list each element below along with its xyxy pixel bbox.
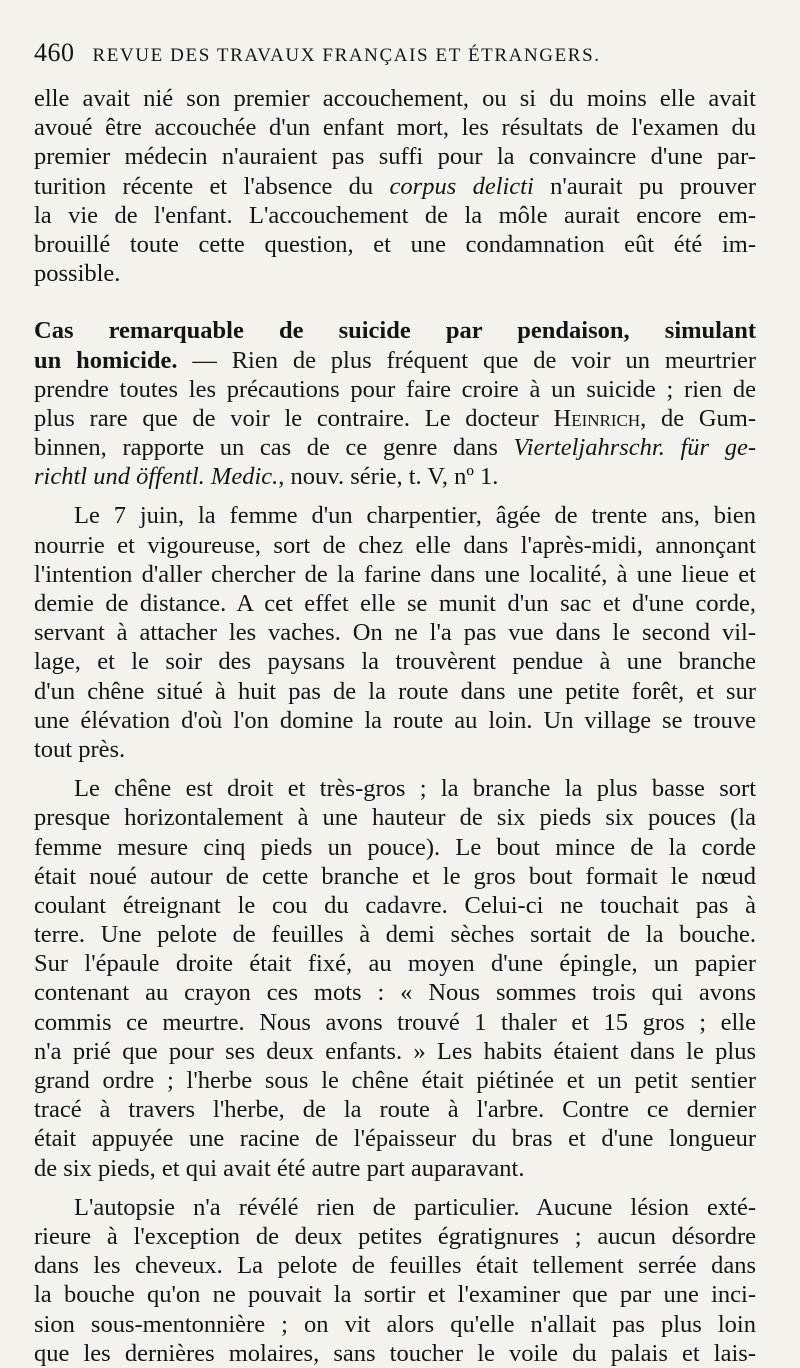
page-header	[34, 38, 756, 84]
text-line: elle avait nié son premier accouchement, ou si du moins elle avait	[34, 85, 756, 112]
text-line: femme mesure cinq pieds un pouce). Le bout mince de la corde	[34, 833, 756, 861]
text-line: tout près.	[34, 735, 126, 763]
text-line: était appuyée une racine de l'épaisseur du bras et d'une longueur	[34, 1125, 756, 1153]
text-line: rieure à l'exception de deux petites égratignures ; aucun désordre	[34, 1222, 756, 1250]
text-line: Sur l'épaule droite était fixé, au moyen d'une épingle, un papier	[34, 950, 756, 978]
running-title: REVUE DES TRAVAUX FRANÇAIS ET ÉTRANGERS.	[92, 45, 601, 66]
text-line: coulant étreignant le cou du cadavre. Celui-ci ne touchait pas à	[34, 891, 756, 919]
text-line: la vie de l'enfant. L'accouchement de la môle aurait encore em-	[34, 201, 756, 229]
latin-term: corpus delicti	[389, 172, 534, 200]
paragraph-3	[34, 501, 756, 764]
paragraph-4	[34, 774, 756, 1183]
section-title-end: un homicide.	[34, 346, 178, 374]
text-line: lage, et le soir des paysans la trouvèrent pendue à une branche	[34, 648, 756, 676]
journal-title: Vierteljahrschr. für ge-	[513, 434, 757, 462]
text-line: L'autopsie n'a révélé rien de particulier. Aucune lésion exté-	[74, 1193, 756, 1221]
text-line: binnen, rapporte un cas de ce genre dans Vierteljahrschr. für ge-	[34, 434, 757, 462]
paragraph-2	[34, 316, 756, 491]
text-line: l'intention d'aller chercher de la farine dans une localité, à une lieue et	[34, 560, 756, 588]
section-title: Cas remarquable de suicide par pendaison, simulant	[34, 317, 756, 345]
text-line: demie de distance. A cet effet elle se munit d'un sac et d'une corde,	[34, 590, 756, 617]
text-line: de six pieds, et qui avait été autre part auparavant.	[34, 1154, 525, 1182]
page-number: 460	[34, 38, 75, 67]
text-line: un homicide. — Rien de plus fréquent que de voir un meurtrier	[34, 346, 756, 374]
text-line: premier médecin n'auraient pas suffi pour la convaincre d'une par-	[34, 143, 756, 171]
text-line: grand ordre ; l'herbe sous le chêne était piétinée et un petit sentier	[34, 1067, 756, 1094]
text-line: servant à attacher les vaches. On ne l'a pas vue dans le second vil-	[34, 619, 756, 647]
text-line: nourrie et vigoureuse, sort de chez elle dans l'après-midi, annonçant	[34, 531, 756, 559]
text-line: Le chêne est droit et très-gros ; la branche la plus basse sort	[74, 775, 756, 803]
text-line: sion sous-mentonnière ; on vit alors qu'elle n'allait pas plus loin	[34, 1310, 756, 1338]
text-line: richtl und öffentl. Medic., nouv. série, t. V, nº 1.	[34, 463, 499, 491]
paragraph-5	[34, 1193, 756, 1368]
text-line: commis ce meurtre. Nous avons trouvé 1 thaler et 15 gros ; elle	[34, 1008, 756, 1036]
text-line: brouillé toute cette question, et une condamnation eût été im-	[34, 230, 756, 258]
author-name: Heinrich	[553, 404, 641, 432]
text-line: que les dernières molaires, sans toucher le voile du palais et lais-	[34, 1339, 756, 1367]
text-line: n'a prié que pour ses deux enfants. » Les habits étaient dans le plus	[34, 1037, 756, 1065]
text-line: avoué être accouchée d'un enfant mort, les résultats de l'examen du	[34, 114, 756, 142]
journal-title-end: richtl und öffentl. Medic.	[34, 463, 279, 491]
paragraph-1	[34, 84, 756, 288]
text-line: prendre toutes les précautions pour faire croire à un suicide ; rien de	[34, 375, 756, 403]
text-line: la bouche qu'on ne pouvait la sortir et l'examiner que par une inci-	[34, 1281, 756, 1309]
text-line: tracé à travers l'herbe, de la route à l'arbre. Contre ce dernier	[34, 1096, 756, 1124]
text-line: presque horizontalement à une hauteur de six pieds six pouces (la	[34, 804, 756, 832]
text-line: une élévation d'où l'on domine la route au loin. Un village se trouve	[34, 706, 756, 734]
text-line: possible.	[34, 260, 121, 288]
text-line: terre. Une pelote de feuilles à demi sèches sortait de la bouche.	[34, 921, 756, 949]
text-line: Le 7 juin, la femme d'un charpentier, âgée de trente ans, bien	[74, 502, 756, 530]
text-line: était noué autour de cette branche et le gros bout formait le nœud	[34, 862, 756, 890]
text-line: plus rare que de voir le contraire. Le docteur Heinrich, de Gum-	[34, 404, 756, 432]
text-line: dans les cheveux. La pelote de feuilles était tellement serrée dans	[34, 1252, 756, 1280]
text-line: d'un chêne situé à huit pas de la route dans une petite forêt, et sur	[34, 677, 756, 705]
text-line: contenant au crayon ces mots : « Nous sommes trois qui avons	[34, 979, 756, 1007]
text-line: turition récente et l'absence du corpus delicti n'aurait pu prouver	[34, 172, 756, 200]
